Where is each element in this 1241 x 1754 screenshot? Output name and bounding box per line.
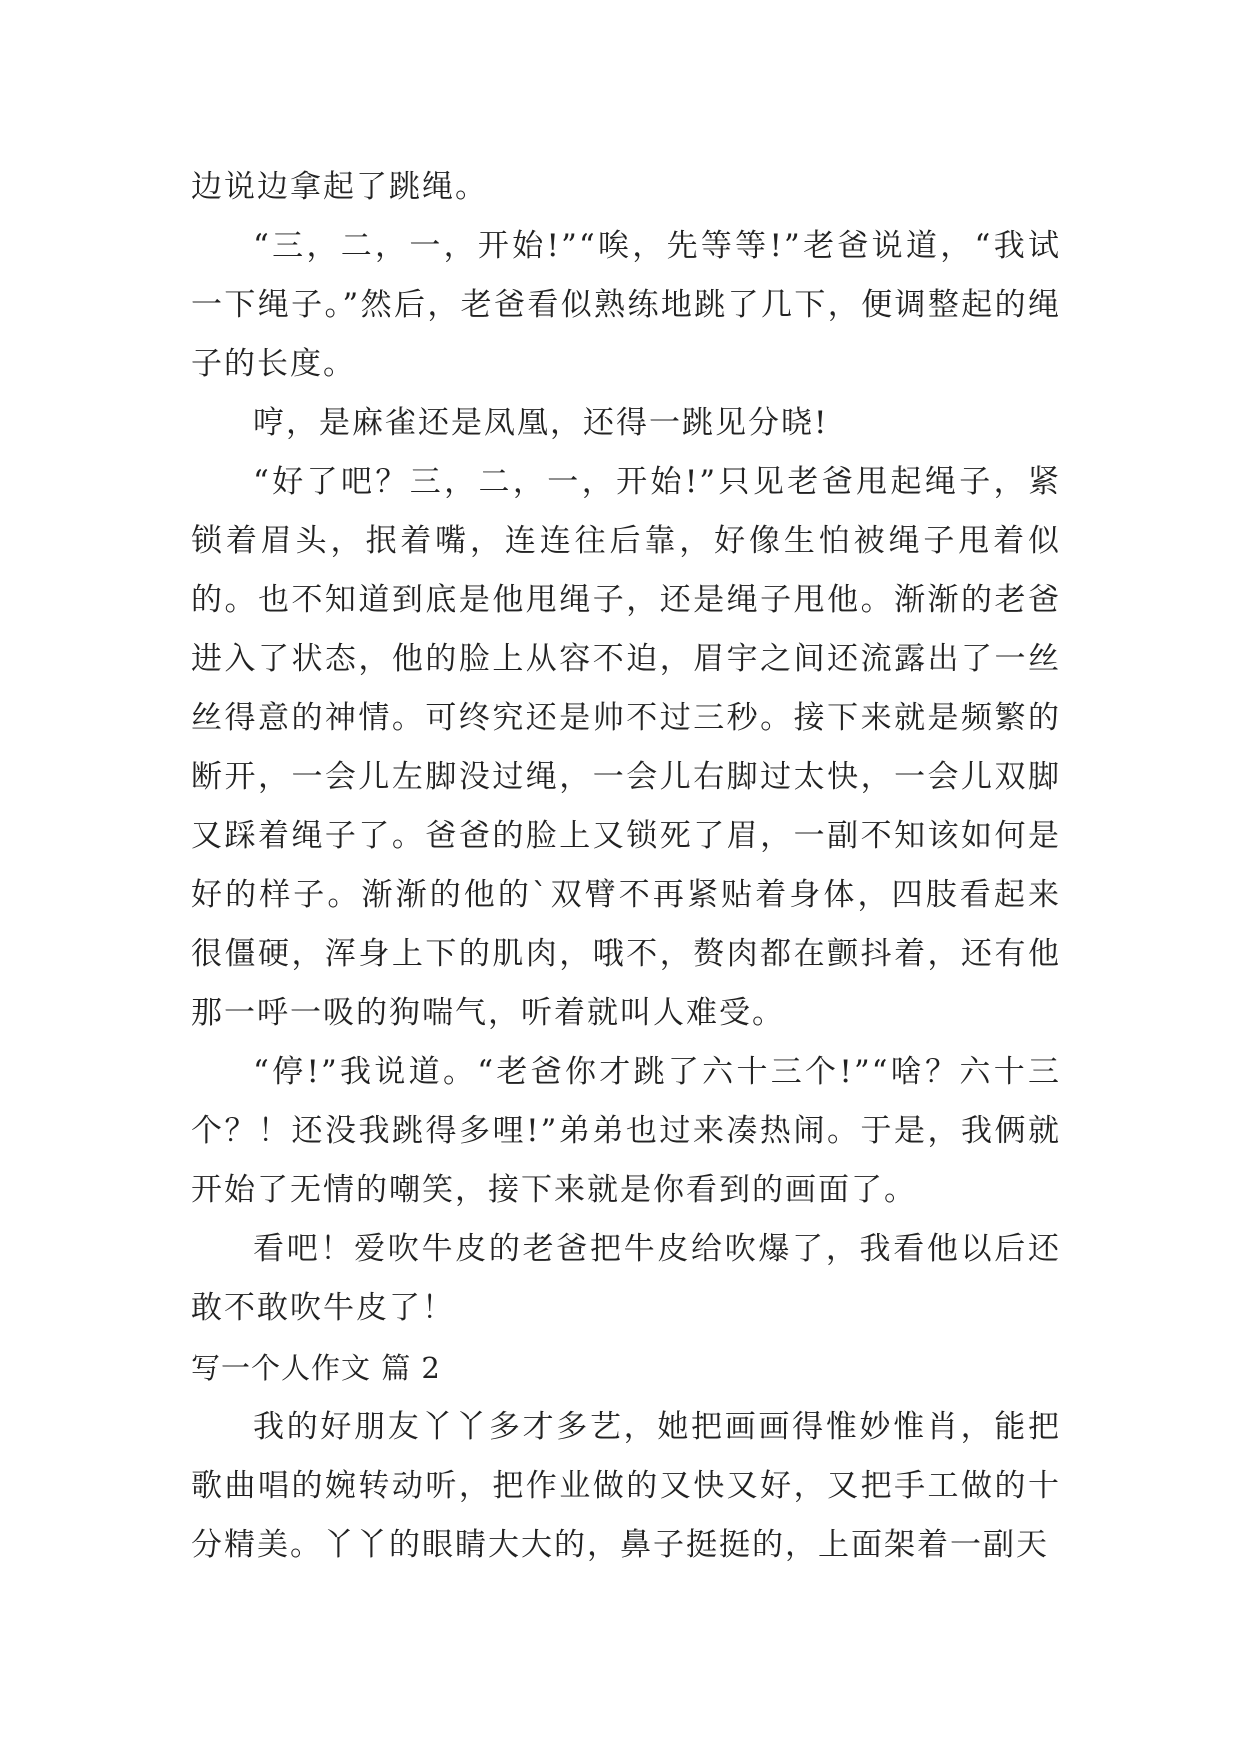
document-body bbox=[191, 158, 1061, 1575]
paragraph-5: “停!”我说道。“老爸你才跳了六十三个!”“啥？六十三个？！还没我跳得多哩!”弟弟也过来凑热闹。于是，我俩就开始了无情的嘲笑，接下来就是你看到的画面了。 bbox=[191, 1054, 1061, 1208]
paragraph-7: 我的好朋友丫丫多才多艺，她把画画得惟妙惟肖，能把歌曲唱的婉转动听，把作业做的又快又好，又把手工做的十分精美。丫丫的眼睛大大的，鼻子挺挺的，上面架着一副天 bbox=[191, 1409, 1061, 1563]
paragraph-4: “好了吧？三，二，一，开始!”只见老爸甩起绳子，紧锁着眉头，抿着嘴，连连往后靠，好像生怕被绳子甩着似的。也不知道到底是他甩绳子，还是绳子甩他。渐渐的老爸进入了状态，他的脸上从容不迫，眉宇之间还流露出了一丝丝得意的神情。可终究还是帅不过三秒。接下来就是频繁的断开，一会儿左脚没过绳，一会儿右脚过太快，一会儿双脚又踩着绳子了。爸爸的脸上又锁死了眉，一副不知该如何是好的样子。渐渐的他的`双臂不再紧贴着身体，四肢看起来很僵硬，浑身上下的肌肉，哦不，赘肉都在颤抖着，还有他那一呼一吸的狗喘气，听着就叫人难受。 bbox=[191, 464, 1061, 1031]
paragraph-6: 看吧！爱吹牛皮的老爸把牛皮给吹爆了，我看他以后还敢不敢吹牛皮了！ bbox=[191, 1231, 1061, 1326]
paragraph-3: 哼，是麻雀还是凤凰，还得一跳见分晓! bbox=[253, 405, 829, 441]
paragraph-1: 边说边拿起了跳绳。 bbox=[191, 169, 488, 205]
paragraph-2: “三，二，一，开始!”“唉，先等等!”老爸说道，“我试一下绳子。”然后，老爸看似熟练地跳了几下，便调整起的绳子的长度。 bbox=[191, 228, 1061, 382]
section-heading: 写一个人作文 篇 2 bbox=[191, 1351, 441, 1385]
